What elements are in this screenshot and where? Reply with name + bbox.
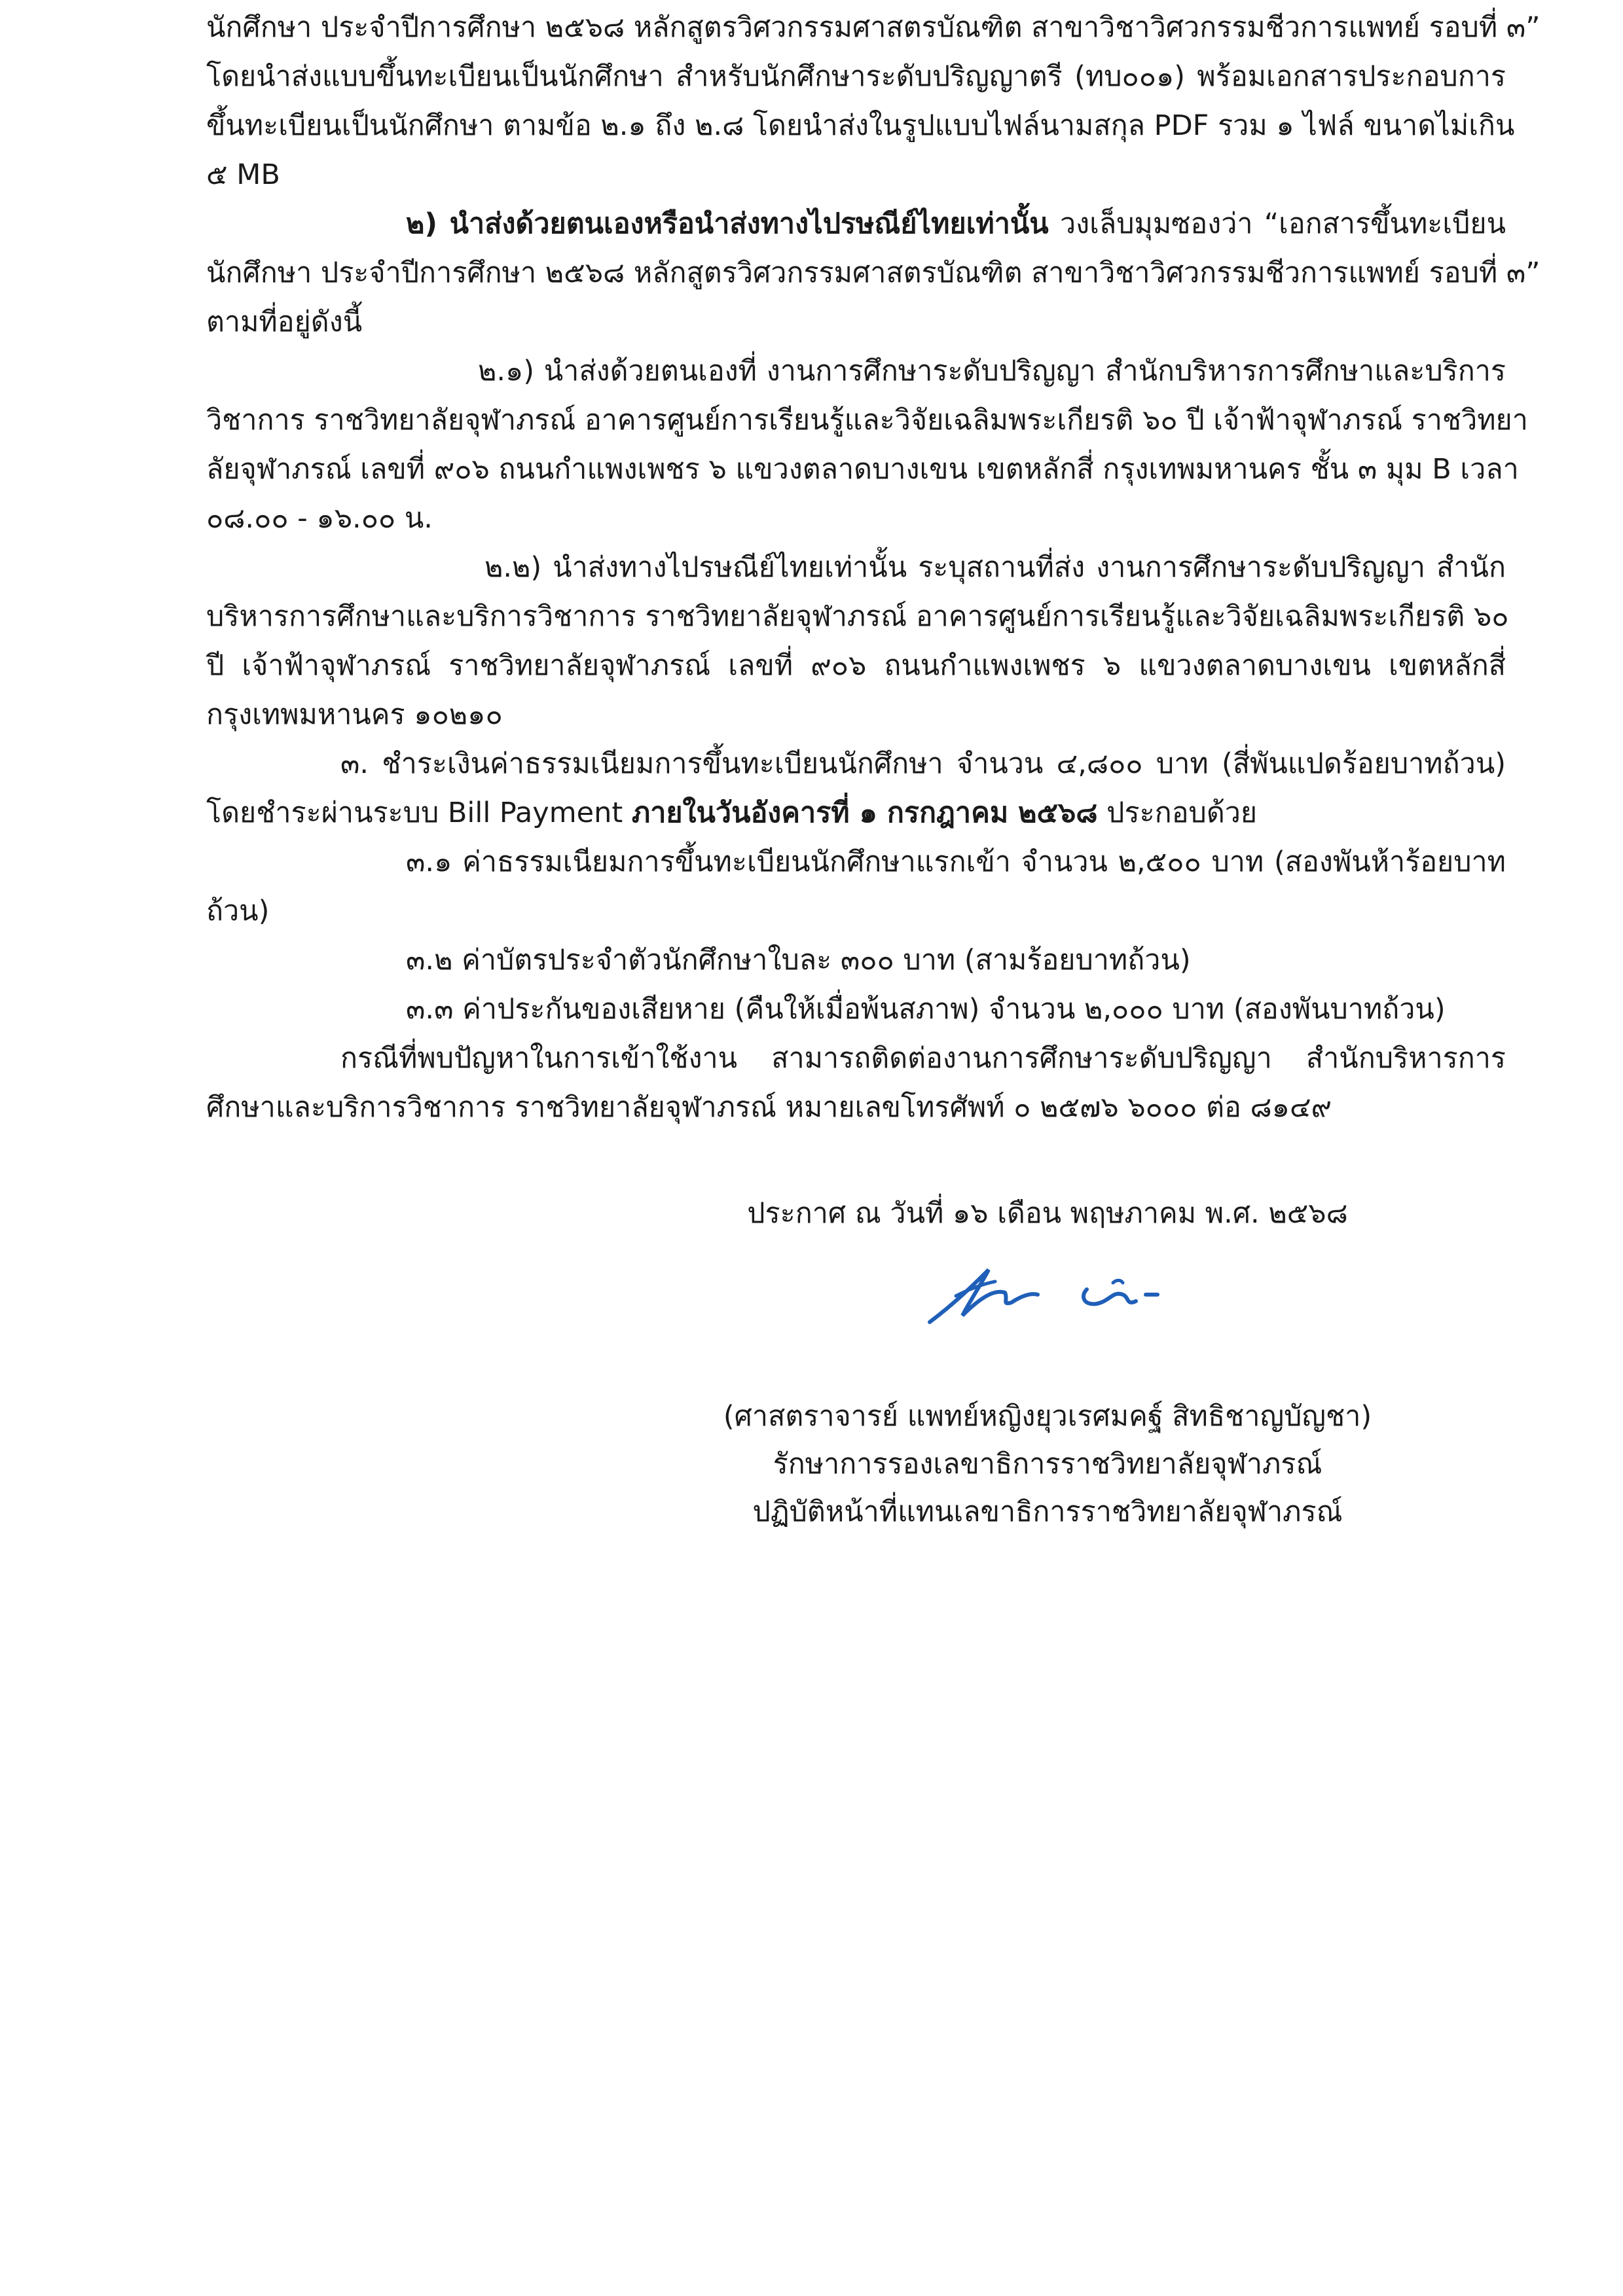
fee-item-id-card: ๓.๒ ค่าบัตรประจำตัวนักศึกษาใบละ ๓๐๐ บาท (สามร้อยบาทถ้วน)	[406, 944, 1191, 977]
text-line: ๕ MB	[206, 158, 280, 191]
text-line: กรณีที่พบปัญหาในการเข้าใช้งาน สามารถติดต่องานการศึกษาระดับปริญญา สำนักบริหารการ	[340, 1042, 1506, 1075]
text-line: นักศึกษา ประจำปีการศึกษา ๒๕๖๘ หลักสูตรวิศวกรรมศาสตรบัณฑิต สาขาวิชาวิศวกรรมชีวการแพทย์ รอบที่ ๓”	[206, 257, 1541, 289]
text-line: นักศึกษา ประจำปีการศึกษา ๒๕๖๘ หลักสูตรวิศวกรรมศาสตรบัณฑิต สาขาวิชาวิศวกรรมชีวการแพทย์ รอบที่ ๓”	[206, 11, 1541, 44]
text-line: ลัยจุฬาภรณ์ เลขที่ ๙๐๖ ถนนกำแพงเพชร ๖ แขวงตลาดบางเขน เขตหลักสี่ กรุงเทพมหานคร ชั้น ๓ มุม B เวลา	[206, 453, 1519, 486]
text-line: ๒.๑) นำส่งด้วยตนเองที่ งานการศึกษาระดับปริญญา สำนักบริหารการศึกษาและบริการ	[478, 355, 1506, 387]
text-line: ตามที่อยู่ดังนี้	[206, 306, 363, 338]
bold-heading: ๒) นำส่งด้วยตนเองหรือนำส่งทางไปรษณีย์ไทยเท่านั้น	[406, 207, 1049, 240]
paragraph-postal-submission	[206, 200, 1541, 347]
text-line: ปี เจ้าฟ้าจุฬาภรณ์ ราชวิทยาลัยจุฬาภรณ์ เลขที่ ๙๐๖ ถนนกำแพงเพชร ๖ แขวงตลาดบางเขน เขตหลักสี่	[206, 649, 1506, 682]
signature-icon	[917, 1244, 1205, 1342]
signer-title-duty: ปฏิบัติหน้าที่แทนเลขาธิการราชวิทยาลัยจุฬาภรณ์	[752, 1496, 1343, 1528]
text-span: โดยชำระผ่านระบบ Bill Payment	[206, 797, 632, 829]
paragraph-online-submission	[206, 3, 1541, 200]
text-span: ประกอบด้วย	[1097, 797, 1258, 829]
text-line	[206, 789, 1506, 838]
announce-date: ประกาศ ณ วันที่ ๑๖ เดือน พฤษภาคม พ.ศ. ๒๕๖๘	[747, 1197, 1348, 1230]
text-line: โดยนำส่งแบบขึ้นทะเบียนเป็นนักศึกษา สำหรับนักศึกษาระดับปริญญาตรี (ทบ๐๐๑) พร้อมเอกสารประกอบการ	[206, 60, 1506, 93]
text-line: ๒.๒) นำส่งทางไปรษณีย์ไทยเท่านั้น ระบุสถานที่ส่ง งานการศึกษาระดับปริญญา สำนัก	[484, 551, 1506, 584]
paragraph-postal-address	[206, 543, 1509, 740]
fee-list	[206, 838, 1506, 1034]
text-span: วงเล็บมุมซองว่า “เอกสารขึ้นทะเบียน	[1048, 207, 1506, 240]
text-line: ขึ้นทะเบียนเป็นนักศึกษา ตามข้อ ๒.๑ ถึง ๒.๘ โดยนำส่งในรูปแบบไฟล์นามสกุล PDF รวม ๑ ไฟล์ ขนาดไม่เกิน	[206, 109, 1515, 142]
fee-item-damage-deposit: ๓.๓ ค่าประกันของเสียหาย (คืนให้เมื่อพ้นสภาพ) จำนวน ๒,๐๐๐ บาท (สองพันบาทถ้วน)	[406, 993, 1446, 1026]
text-line: ศึกษาและบริการวิชาการ ราชวิทยาลัยจุฬาภรณ์ หมายเลขโทรศัพท์ ๐ ๒๕๗๖ ๖๐๐๐ ต่อ ๘๑๔๙	[206, 1091, 1332, 1124]
paragraph-in-person-address	[206, 347, 1528, 543]
text-line	[206, 200, 1506, 249]
fee-item-registration: ๓.๑ ค่าธรรมเนียมการขึ้นทะเบียนนักศึกษาแรกเข้า จำนวน ๒,๕๐๐ บาท (สองพันห้าร้อยบาท	[406, 846, 1506, 878]
text-line: ถ้วน)	[206, 895, 270, 927]
text-line: บริหารการศึกษาและบริการวิชาการ ราชวิทยาลัยจุฬาภรณ์ อาคารศูนย์การเรียนรู้และวิจัยเฉลิมพระเกียรติ ๖๐	[206, 600, 1509, 633]
text-line: ๐๘.๐๐ - ๑๖.๐๐ น.	[206, 502, 433, 535]
announcement-body	[206, 3, 1541, 1132]
paragraph-payment	[206, 740, 1506, 838]
text-line: กรุงเทพมหานคร ๑๐๒๑๐	[206, 698, 503, 731]
signer-title-acting: รักษาการรองเลขาธิการราชวิทยาลัยจุฬาภรณ์	[773, 1448, 1322, 1480]
signer-name: (ศาสตราจารย์ แพทย์หญิงยุวเรศมคฐ์ สิทธิชาญบัญชา)	[723, 1400, 1372, 1433]
text-line: ๓. ชำระเงินค่าธรรมเนียมการขึ้นทะเบียนนักศึกษา จำนวน ๔,๘๐๐ บาท (สี่พันแปดร้อยบาทถ้วน)	[340, 747, 1506, 780]
paragraph-contact	[206, 1034, 1506, 1132]
payment-deadline: ภายในวันอังคารที่ ๑ กรกฎาคม ๒๕๖๘	[631, 797, 1098, 829]
text-line: วิชาการ ราชวิทยาลัยจุฬาภรณ์ อาคารศูนย์การเรียนรู้และวิจัยเฉลิมพระเกียรติ ๖๐ ปี เจ้าฟ้าจุฬาภรณ์ ราชวิทยา	[206, 404, 1528, 437]
